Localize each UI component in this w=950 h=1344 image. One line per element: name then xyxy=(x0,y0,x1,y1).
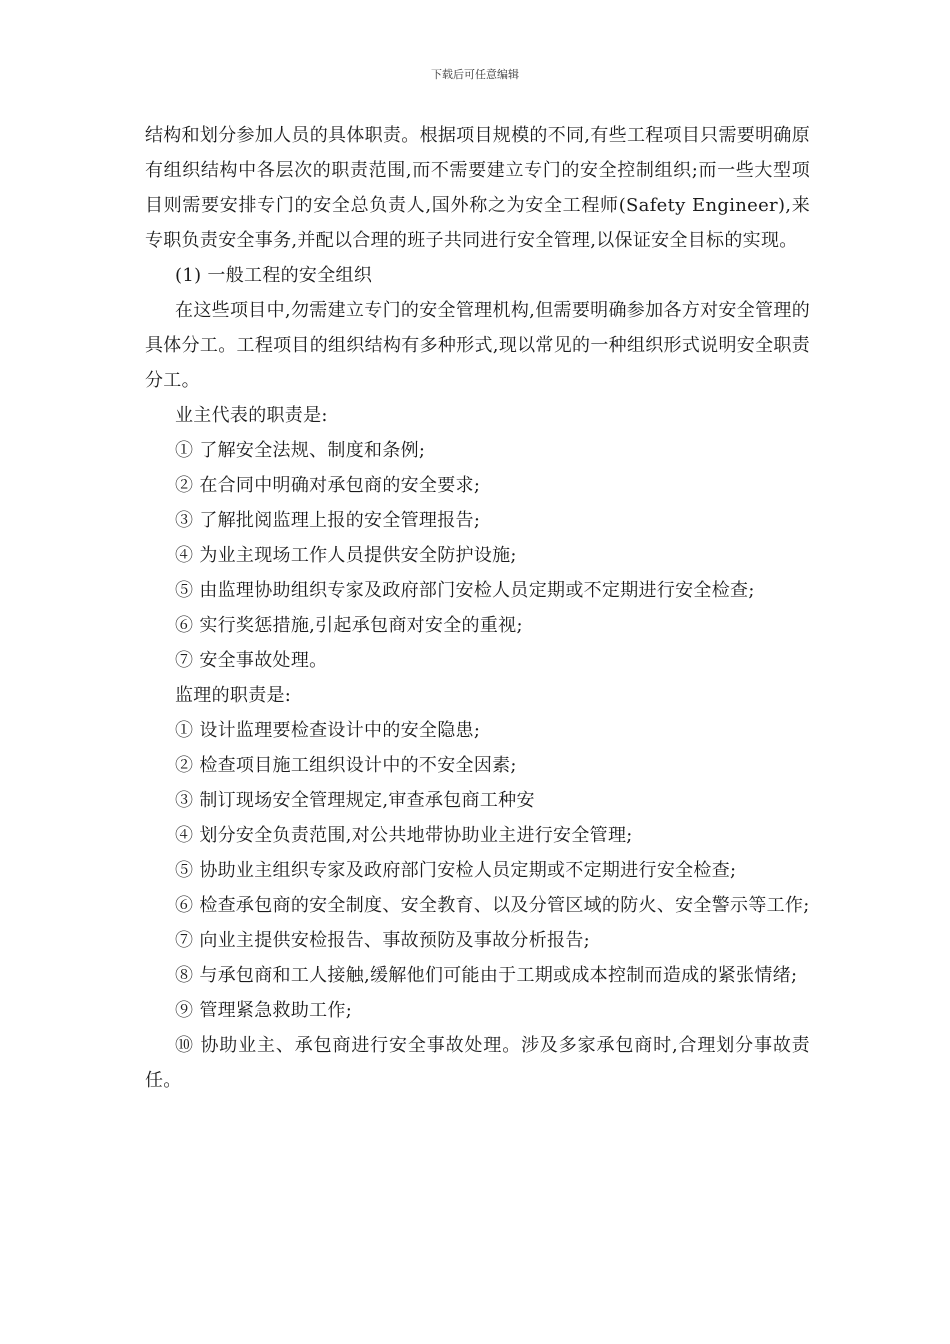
document-body xyxy=(145,118,810,1098)
list-item: ⑤ 由监理协助组织专家及政府部门安检人员定期或不定期进行安全检查; xyxy=(175,580,755,601)
list-item: ⑥ 实行奖惩措施,引起承包商对安全的重视; xyxy=(175,615,523,636)
subheading-supervisor-duties: 监理的职责是: xyxy=(175,685,292,706)
list-item: ② 检查项目施工组织设计中的不安全因素; xyxy=(175,755,517,776)
list-item: ④ 为业主现场工作人员提供安全防护设施; xyxy=(175,545,517,566)
list-item: ⑥ 检查承包商的安全制度、安全教育、以及分管区域的防火、安全警示等工作; xyxy=(175,895,810,916)
list-item: ⑦ 向业主提供安检报告、事故预防及事故分析报告; xyxy=(175,930,590,951)
list-item: ① 设计监理要检查设计中的安全隐患; xyxy=(175,720,481,741)
list-item: ③ 制订现场安全管理规定,审查承包商工种安 xyxy=(175,790,535,811)
list-item: ⑧ 与承包商和工人接触,缓解他们可能由于工期或成本控制而造成的紧张情绪; xyxy=(175,965,798,986)
list-item: ③ 了解批阅监理上报的安全管理报告; xyxy=(175,510,481,531)
list-item: ② 在合同中明确对承包商的安全要求; xyxy=(175,475,481,496)
subheading-owner-duties: 业主代表的职责是: xyxy=(175,405,328,426)
section-heading: (1) 一般工程的安全组织 xyxy=(175,265,373,286)
list-item: ⑦ 安全事故处理。 xyxy=(175,650,328,671)
paragraph-intro: 结构和划分参加人员的具体职责。根据项目规模的不同,有些工程项目只需要明确原有组织结构中各层次的职责范围,而不需要建立专门的安全控制组织;而一些大型项目则需要安排专门的安全总负责人,国外称之为安全工程师(Safety Engineer),来专职负责安全事务,并配以合理的班子共同进行安全管理,以保证安全目标的实现。 xyxy=(145,125,810,251)
paragraph: 在这些项目中,勿需建立专门的安全管理机构,但需要明确参加各方对安全管理的具体分工。工程项目的组织结构有多种形式,现以常见的一种组织形式说明安全职责分工。 xyxy=(145,300,810,391)
page-header: 下载后可任意编辑 xyxy=(431,68,519,81)
list-item: ① 了解安全法规、制度和条例; xyxy=(175,440,426,461)
list-item: ⑨ 管理紧急救助工作; xyxy=(175,1000,353,1021)
list-item: ⑤ 协助业主组织专家及政府部门安检人员定期或不定期进行安全检查; xyxy=(175,860,737,881)
list-item: ⑩ 协助业主、承包商进行安全事故处理。涉及多家承包商时,合理划分事故责任。 xyxy=(145,1035,810,1091)
list-item: ④ 划分安全负责范围,对公共地带协助业主进行安全管理; xyxy=(175,825,633,846)
